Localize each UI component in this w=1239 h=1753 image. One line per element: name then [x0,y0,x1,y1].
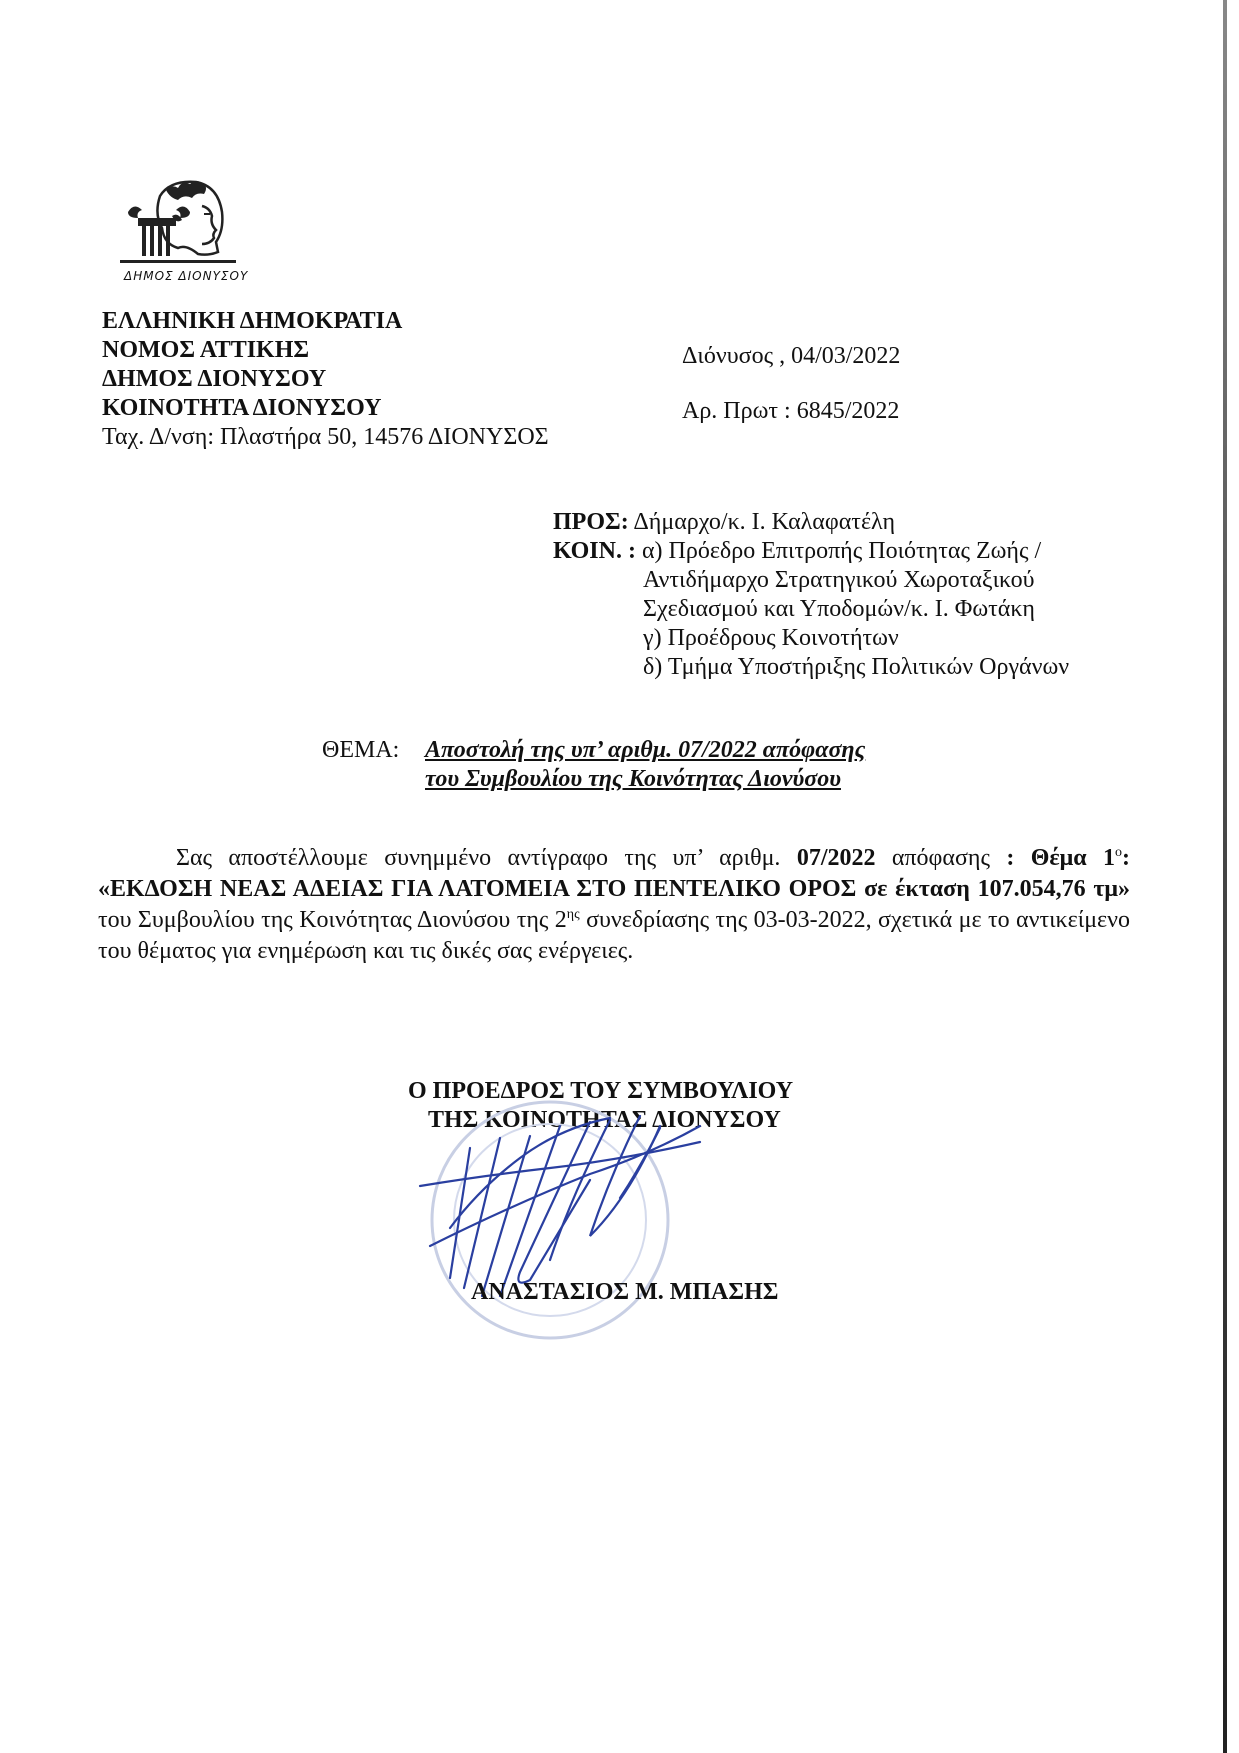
header-line-1: ΕΛΛΗΝΙΚΗ ΔΗΜΟΚΡΑΤΙΑ [102,308,403,334]
cc-line-5: δ) Τμήμα Υποστήριξης Πολιτικών Οργάνων [643,654,1070,680]
body-text-6: του Συμβουλίου της Κοινότητας Διονύσου της 2 [98,907,567,933]
subject-line-1: Αποστολή της υπ’ αριθμ. 07/2022 απόφασης [425,737,866,763]
recipient-cc [553,537,1041,566]
body-text-3: απόφασης [875,845,1007,871]
to-value: Δήμαρχο/κ. Ι. Καλαφατέλη [633,509,896,535]
recipient-to [553,508,895,537]
header-line-2: ΝΟΜΟΣ ΑΤΤΙΚΗΣ [102,337,310,363]
subject-line-2: του Συμβουλίου της Κοινότητας Διονύσου [425,766,841,792]
signature-title-1: Ο ΠΡΟΕΔΡΟΣ ΤΟΥ ΣΥΜΒΟΥΛΙΟΥ [408,1078,794,1104]
cc-line-3: Σχεδιασμού και Υποδομών/κ. Ι. Φωτάκη [643,596,1035,622]
body-decision-number: 07/2022 [796,845,876,871]
municipality-logo [120,176,260,288]
cc-label: ΚΟΙΝ. : [553,538,636,564]
body-text-7: συνεδρίασης της 03-03-2022, σχετικά με το αντικείμενο του θέματος για ενημέρωση και τις δικές σας ενέργειες. [98,907,1130,964]
body-session-sup: ης [566,907,580,922]
header-line-3: ΔΗΜΟΣ ΔΙΟΝΥΣΟΥ [102,366,327,392]
cc-line-4: γ) Προέδρους Κοινοτήτων [643,625,899,651]
body-paragraph [98,843,1130,967]
signatory-name: ΑΝΑΣΤΑΣΙΟΣ Μ. ΜΠΑΣΗΣ [471,1279,779,1305]
cc-line-2: Αντιδήμαρχο Στρατηγικού Χωροταξικού [643,567,1035,593]
logo-head-icon [120,176,260,266]
logo-caption: ΔΗΜΟΣ ΔΙΟΝΥΣΟΥ [124,269,249,283]
header-line-4: ΚΟΙΝΟΤΗΤΑ ΔΙΟΝΥΣΟΥ [102,395,382,421]
subject-label: ΘΕΜΑ: [322,737,400,763]
signature-title-2: ΤΗΣ ΚΟΙΝΟΤΗΤΑΣ ΔΙΟΝΥΣΟΥ [428,1107,781,1133]
body-topic-sup: ο [1115,845,1123,860]
scan-edge-shadow [1223,0,1227,1753]
to-label: ΠΡΟΣ: [553,509,629,535]
protocol-number: Αρ. Πρωτ : 6845/2022 [682,398,900,424]
body-topic-title: : «ΕΚΔΟΣΗ ΝΕΑΣ ΑΔΕΙΑΣ ΓΙΑ ΛΑΤΟΜΕΙΑ ΣΤΟ ΠΕΝΤΕΛΙΚΟ ΟΡΟΣ σε έκταση 107.054,76 τμ» [98,845,1131,902]
document-date: Διόνυσος , 04/03/2022 [682,343,901,369]
cc-line-1: α) Πρόεδρο Επιτροπής Ποιότητας Ζωής / [641,538,1042,564]
body-text-1: Σας αποστέλλουμε συνημμένο αντίγραφο της υπ’ αριθμ. [176,845,797,871]
header-address: Ταχ. Δ/νση: Πλαστήρα 50, 14576 ΔΙΟΝΥΣΟΣ [102,424,549,450]
body-topic-label: : Θέμα 1 [1006,845,1116,871]
